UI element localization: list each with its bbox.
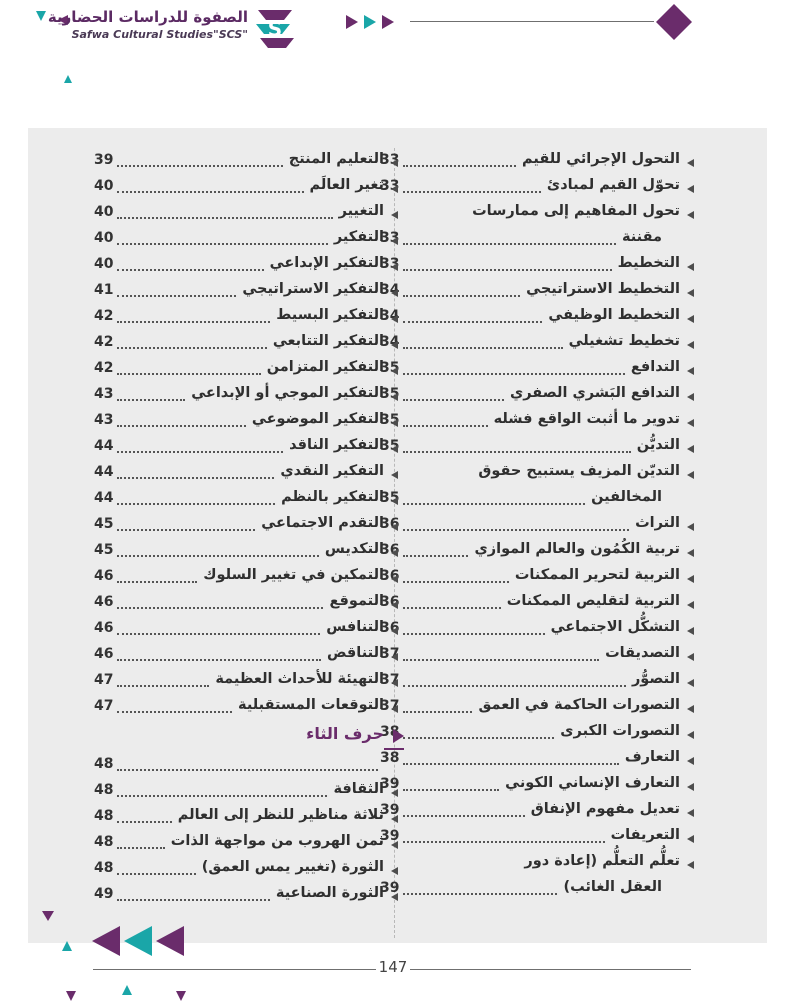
index-entry-text: المخالفين bbox=[591, 489, 662, 505]
index-entry-text: تحوّل القيم لمبادئ bbox=[546, 177, 680, 193]
index-entry-page: 45 bbox=[94, 516, 114, 532]
index-entry bbox=[94, 488, 384, 514]
leader-dots bbox=[403, 737, 554, 739]
leader-dots bbox=[403, 373, 625, 375]
index-entry bbox=[94, 754, 384, 780]
index-entry-page: 43 bbox=[94, 412, 114, 428]
leader-dots bbox=[117, 529, 255, 531]
leader-dots bbox=[117, 269, 264, 271]
index-entry-text: التراث bbox=[635, 515, 680, 531]
leader-dots bbox=[117, 425, 246, 427]
index-entry-text: التعريفات bbox=[610, 827, 680, 843]
bullet-triangle-icon bbox=[391, 653, 398, 661]
bullet-triangle-icon bbox=[391, 185, 398, 193]
footer-triangle-icon bbox=[176, 986, 186, 1005]
index-entry-page: 36 bbox=[380, 568, 400, 584]
leader-dots bbox=[117, 633, 320, 635]
index-entry-text: التكديس bbox=[324, 541, 384, 557]
leader-dots bbox=[403, 451, 631, 453]
index-entry-page: 39 bbox=[380, 828, 400, 844]
footer-triangle-icon bbox=[42, 906, 54, 925]
leader-dots bbox=[117, 165, 283, 167]
leader-dots bbox=[403, 425, 488, 427]
index-entry-text: تربية الكُمُون والعالم الموازي bbox=[474, 541, 680, 557]
org-logo bbox=[47, 6, 300, 50]
bullet-triangle-icon bbox=[687, 185, 694, 193]
index-entry bbox=[94, 384, 384, 410]
index-entry bbox=[94, 832, 384, 858]
index-entry bbox=[380, 358, 680, 384]
scs-logo-icon bbox=[250, 6, 300, 50]
leader-dots bbox=[117, 217, 333, 219]
section-heading bbox=[94, 722, 384, 754]
leader-dots bbox=[117, 795, 327, 797]
bullet-triangle-icon bbox=[391, 705, 398, 713]
bullet-triangle-icon bbox=[391, 419, 398, 427]
index-entry-text: التفكير bbox=[333, 229, 384, 245]
index-entry bbox=[380, 670, 680, 696]
leader-dots bbox=[403, 659, 599, 661]
leader-dots bbox=[117, 769, 378, 771]
index-entry-text: التنافس bbox=[326, 619, 384, 635]
index-entry-text: التفكير الموضوعي bbox=[251, 411, 384, 427]
bullet-triangle-icon bbox=[391, 867, 398, 875]
index-entry-text: ثمن الهروب من مواجهة الذات bbox=[170, 833, 384, 849]
index-entry-page: 44 bbox=[94, 464, 114, 480]
bullet-triangle-icon bbox=[687, 549, 694, 557]
leader-dots bbox=[403, 841, 605, 843]
index-entry-page: 43 bbox=[94, 386, 114, 402]
index-entry bbox=[380, 202, 680, 228]
index-entry-page: 45 bbox=[94, 542, 114, 558]
bullet-triangle-icon bbox=[687, 575, 694, 583]
index-entry-text: التفكير البسيط bbox=[276, 307, 384, 323]
footer-arrows-icon bbox=[92, 926, 188, 960]
index-entry bbox=[380, 280, 680, 306]
bullet-triangle-icon bbox=[687, 341, 694, 349]
index-entry-text: التفكير التتابعي bbox=[272, 333, 384, 349]
index-entry-page: 37 bbox=[380, 646, 400, 662]
header-arrow-icon bbox=[346, 14, 404, 33]
leader-dots bbox=[117, 555, 319, 557]
bullet-triangle-icon bbox=[687, 731, 694, 739]
index-entry-text: تعديل مفهوم الإنفاق bbox=[530, 801, 680, 817]
index-entry bbox=[94, 358, 384, 384]
leader-dots bbox=[403, 269, 612, 271]
bullet-triangle-icon bbox=[687, 653, 694, 661]
index-entry-text: التقدم الاجتماعي bbox=[261, 515, 384, 531]
section-heading-text: حرف الثاء bbox=[306, 724, 384, 743]
index-entry-text: تدوير ما أثبت الواقع فشله bbox=[493, 411, 680, 427]
header-small-triangle-icon bbox=[64, 68, 72, 87]
index-entry bbox=[94, 436, 384, 462]
leader-dots bbox=[117, 711, 232, 713]
index-entry bbox=[94, 644, 384, 670]
leader-dots bbox=[117, 373, 261, 375]
index-entry-text: التديُّن bbox=[636, 437, 680, 453]
index-entry-text: التفكير الإبداعي bbox=[269, 255, 384, 271]
index-entry-text: التفكير المتزامن bbox=[266, 359, 384, 375]
index-entry-page: 36 bbox=[380, 594, 400, 610]
index-entry-text: ثلاثة مناظير للنظر إلى العالم bbox=[177, 807, 384, 823]
index-entry bbox=[380, 150, 680, 176]
leader-dots bbox=[117, 295, 236, 297]
bullet-triangle-icon bbox=[687, 315, 694, 323]
index-entry bbox=[380, 514, 680, 540]
org-name-english: Safwa Cultural Studies"SCS" bbox=[71, 28, 248, 41]
index-entry bbox=[380, 462, 680, 488]
index-entry-text: التعارف الإنساني الكوني bbox=[505, 775, 680, 791]
index-entry-page: 47 bbox=[94, 672, 114, 688]
index-entry-page: 33 bbox=[380, 152, 400, 168]
index-entry-text: التدافع bbox=[630, 359, 680, 375]
index-entry-page: 34 bbox=[380, 334, 400, 350]
index-entry bbox=[94, 540, 384, 566]
index-entry-page: 35 bbox=[380, 438, 400, 454]
index-entry-page: 33 bbox=[380, 178, 400, 194]
leader-dots bbox=[403, 789, 499, 791]
index-column-left bbox=[94, 150, 384, 910]
index-entry bbox=[380, 722, 680, 748]
leader-dots bbox=[403, 763, 619, 765]
index-entry-page: 35 bbox=[380, 490, 400, 506]
index-entry bbox=[380, 644, 680, 670]
footer-triangle-icon bbox=[62, 936, 72, 955]
leader-dots bbox=[403, 399, 504, 401]
index-entry bbox=[94, 670, 384, 696]
leader-dots bbox=[403, 503, 585, 505]
bullet-triangle-icon bbox=[687, 601, 694, 609]
bullet-triangle-icon bbox=[391, 893, 398, 901]
index-entry-page: 46 bbox=[94, 568, 114, 584]
header-left-triangle-icon bbox=[36, 8, 46, 27]
bullet-triangle-icon bbox=[391, 549, 398, 557]
footer-triangle-icon bbox=[122, 980, 132, 999]
index-entry-text: التفكير النقدي bbox=[280, 463, 384, 479]
index-entry-page: 37 bbox=[380, 672, 400, 688]
index-entry-page: 48 bbox=[94, 834, 114, 850]
leader-dots bbox=[117, 347, 267, 349]
leader-dots bbox=[403, 165, 516, 167]
index-entry bbox=[380, 488, 680, 514]
bullet-triangle-icon bbox=[391, 289, 398, 297]
index-entry-page: 38 bbox=[380, 750, 400, 766]
index-entry bbox=[380, 254, 680, 280]
bullet-triangle-icon bbox=[391, 341, 398, 349]
index-entry-text: التناقض bbox=[327, 645, 384, 661]
index-entry bbox=[380, 618, 680, 644]
index-entry-text: التخطيط الوظيفي bbox=[548, 307, 680, 323]
bullet-triangle-icon bbox=[391, 159, 398, 167]
index-entry bbox=[94, 202, 384, 228]
index-entry-page: 42 bbox=[94, 334, 114, 350]
index-entry-page: 42 bbox=[94, 360, 114, 376]
bullet-triangle-icon bbox=[687, 211, 694, 219]
index-entry-page: 35 bbox=[380, 412, 400, 428]
index-entry-text: تخطيط تشغيلي bbox=[568, 333, 680, 349]
index-entry-page: 33 bbox=[380, 256, 400, 272]
index-entry bbox=[380, 826, 680, 852]
index-entry-text: التفكير الناقد bbox=[289, 437, 384, 453]
leader-dots bbox=[403, 711, 472, 713]
bullet-triangle-icon bbox=[687, 705, 694, 713]
bullet-triangle-icon bbox=[687, 679, 694, 687]
index-entry-page: 46 bbox=[94, 646, 114, 662]
leader-dots bbox=[117, 503, 275, 505]
index-entry bbox=[380, 306, 680, 332]
index-entry bbox=[94, 780, 384, 806]
index-entry-page: 40 bbox=[94, 256, 114, 272]
index-entry-page: 48 bbox=[94, 756, 114, 772]
leader-dots bbox=[117, 821, 172, 823]
index-entry-page: 46 bbox=[94, 620, 114, 636]
index-entry-page: 39 bbox=[380, 880, 400, 896]
index-entry-page: 48 bbox=[94, 782, 114, 798]
index-entry bbox=[94, 514, 384, 540]
index-entry-page: 40 bbox=[94, 178, 114, 194]
page-number: 147 bbox=[376, 958, 410, 976]
index-entry-page: 36 bbox=[380, 542, 400, 558]
index-entry-text: التصورات الكبرى bbox=[560, 723, 680, 739]
bullet-triangle-icon bbox=[391, 627, 398, 635]
bullet-triangle-icon bbox=[687, 861, 694, 869]
index-entry bbox=[380, 696, 680, 722]
index-entry-page: 33 bbox=[380, 230, 400, 246]
bullet-triangle-icon bbox=[391, 523, 398, 531]
index-entry bbox=[380, 800, 680, 826]
index-entry-text: التهيئة للأحداث العظيمة bbox=[215, 671, 384, 687]
index-entry-text: التشكُّل الاجتماعي bbox=[550, 619, 680, 635]
index-entry-text: الثورة الصناعية bbox=[275, 885, 384, 901]
leader-dots bbox=[117, 847, 165, 849]
index-entry bbox=[94, 806, 384, 832]
bullet-triangle-icon bbox=[391, 471, 398, 479]
org-name-arabic: الصفوة للدراسات الحضارية bbox=[47, 8, 248, 26]
index-entry-page: 42 bbox=[94, 308, 114, 324]
bullet-triangle-icon bbox=[391, 211, 398, 219]
bullet-triangle-icon bbox=[391, 445, 398, 453]
leader-dots bbox=[403, 685, 626, 687]
bullet-triangle-icon bbox=[687, 471, 694, 479]
leader-dots bbox=[117, 191, 304, 193]
index-entry bbox=[380, 176, 680, 202]
bullet-triangle-icon bbox=[391, 367, 398, 375]
header-rule bbox=[410, 21, 654, 22]
bullet-triangle-icon bbox=[687, 367, 694, 375]
index-entry-page: 44 bbox=[94, 438, 114, 454]
leader-dots bbox=[403, 607, 501, 609]
index-entry bbox=[94, 332, 384, 358]
bullet-triangle-icon bbox=[687, 159, 694, 167]
index-entry-text: التموقع bbox=[329, 593, 384, 609]
bullet-triangle-icon bbox=[687, 627, 694, 635]
leader-dots bbox=[117, 685, 209, 687]
index-entry-page: 41 bbox=[94, 282, 114, 298]
leader-dots bbox=[403, 581, 509, 583]
bullet-triangle-icon bbox=[687, 393, 694, 401]
leader-dots bbox=[403, 633, 545, 635]
index-entry-text: تعلُّم التعلُّم (إعادة دور bbox=[524, 853, 680, 869]
leader-dots bbox=[117, 477, 274, 479]
bullet-triangle-icon bbox=[391, 601, 398, 609]
index-entry-page: 49 bbox=[94, 886, 114, 902]
index-entry-text: التمكين في تغيير السلوك bbox=[203, 567, 384, 583]
bullet-triangle-icon bbox=[687, 419, 694, 427]
index-entry bbox=[94, 858, 384, 884]
leader-dots bbox=[403, 529, 629, 531]
index-entry bbox=[380, 410, 680, 436]
index-entry bbox=[380, 436, 680, 462]
bullet-triangle-icon bbox=[687, 783, 694, 791]
index-entry-page: 35 bbox=[380, 360, 400, 376]
index-entry-text: التفكير بالنظم bbox=[281, 489, 384, 505]
index-entry-text: التربية لتحرير الممكنات bbox=[514, 567, 680, 583]
bullet-triangle-icon bbox=[391, 841, 398, 849]
footer-triangle-icon bbox=[66, 986, 76, 1005]
leader-dots bbox=[117, 321, 270, 323]
index-entry bbox=[380, 774, 680, 800]
bullet-triangle-icon bbox=[391, 393, 398, 401]
index-entry-text: تغير العالَم bbox=[309, 177, 384, 193]
index-entry-page: 34 bbox=[380, 282, 400, 298]
header-diamond-icon bbox=[656, 4, 692, 44]
leader-dots bbox=[117, 243, 328, 245]
index-entry-text: التعارف bbox=[624, 749, 680, 765]
index-entry bbox=[94, 696, 384, 722]
index-entry-text: التربية لتقليص الممكنات bbox=[506, 593, 680, 609]
index-entry-text: الثقافة bbox=[333, 781, 384, 797]
index-entry-page: 36 bbox=[380, 620, 400, 636]
bullet-triangle-icon bbox=[391, 815, 398, 823]
heading-marker-icon bbox=[393, 729, 404, 743]
index-entry-text: التخطيط الاستراتيجي bbox=[526, 281, 680, 297]
bullet-triangle-icon bbox=[687, 263, 694, 271]
index-entry bbox=[380, 384, 680, 410]
index-entry bbox=[94, 280, 384, 306]
index-entry bbox=[94, 176, 384, 202]
leader-dots bbox=[403, 815, 525, 817]
index-entry bbox=[380, 540, 680, 566]
index-entry-text: العقل الغائب) bbox=[563, 879, 662, 895]
bullet-triangle-icon bbox=[391, 315, 398, 323]
index-entry-page: 47 bbox=[94, 698, 114, 714]
index-entry-text: التصديقات bbox=[605, 645, 680, 661]
bullet-triangle-icon bbox=[391, 237, 398, 245]
index-entry bbox=[94, 884, 384, 910]
index-entry bbox=[380, 566, 680, 592]
index-entry bbox=[94, 618, 384, 644]
index-entry bbox=[380, 592, 680, 618]
index-entry-page: 40 bbox=[94, 204, 114, 220]
bullet-triangle-icon bbox=[391, 497, 398, 505]
leader-dots bbox=[117, 581, 197, 583]
index-entry-text: تحول المفاهيم إلى ممارسات bbox=[472, 203, 680, 219]
index-entry bbox=[94, 228, 384, 254]
index-entry bbox=[380, 852, 680, 878]
index-entry-page: 37 bbox=[380, 698, 400, 714]
leader-dots bbox=[403, 893, 557, 895]
index-entry-page: 48 bbox=[94, 808, 114, 824]
index-entry bbox=[94, 592, 384, 618]
index-entry-text: التخطيط bbox=[617, 255, 680, 271]
index-entry bbox=[380, 878, 680, 904]
bullet-triangle-icon bbox=[391, 575, 398, 583]
index-entry bbox=[380, 228, 680, 254]
index-entry-text: التعليم المنتج bbox=[288, 151, 384, 167]
index-entry-page: 35 bbox=[380, 386, 400, 402]
index-entry-page: 38 bbox=[380, 724, 400, 740]
bullet-triangle-icon bbox=[687, 835, 694, 843]
leader-dots bbox=[403, 243, 616, 245]
index-entry-page: 34 bbox=[380, 308, 400, 324]
index-entry-text: التصوُّر bbox=[631, 671, 680, 687]
bullet-triangle-icon bbox=[687, 809, 694, 817]
index-entry-text: التصورات الحاكمة في العمق bbox=[478, 697, 680, 713]
index-entry-text: التدافع البَشري الصفري bbox=[509, 385, 680, 401]
bullet-triangle-icon bbox=[687, 445, 694, 453]
index-entry-page: 48 bbox=[94, 860, 114, 876]
bullet-triangle-icon bbox=[391, 789, 398, 797]
leader-dots bbox=[117, 399, 185, 401]
index-entry-page: 39 bbox=[94, 152, 114, 168]
leader-dots bbox=[403, 555, 468, 557]
index-entry-page: 36 bbox=[380, 516, 400, 532]
bullet-triangle-icon bbox=[687, 757, 694, 765]
bullet-triangle-icon bbox=[687, 523, 694, 531]
leader-dots bbox=[117, 451, 283, 453]
leader-dots bbox=[403, 347, 563, 349]
index-entry bbox=[94, 566, 384, 592]
index-entry bbox=[380, 332, 680, 358]
index-entry bbox=[94, 462, 384, 488]
leader-dots bbox=[117, 873, 196, 875]
leader-dots bbox=[403, 321, 542, 323]
index-entry-page: 39 bbox=[380, 776, 400, 792]
index-entry bbox=[94, 150, 384, 176]
index-entry-page: 46 bbox=[94, 594, 114, 610]
leader-dots bbox=[117, 607, 323, 609]
bullet-triangle-icon bbox=[391, 263, 398, 271]
index-entry bbox=[94, 410, 384, 436]
leader-dots bbox=[403, 295, 520, 297]
index-entry-text: التفكير الاستراتيجي bbox=[242, 281, 384, 297]
index-entry-page: 44 bbox=[94, 490, 114, 506]
index-entry-text: التفكير الموجي أو الإبداعي bbox=[191, 385, 384, 401]
index-entry bbox=[380, 748, 680, 774]
index-entry-text: التوقعات المستقبلية bbox=[238, 697, 384, 713]
svg-text:S: S bbox=[267, 17, 283, 41]
bullet-triangle-icon bbox=[687, 289, 694, 297]
index-entry-page: 40 bbox=[94, 230, 114, 246]
index-entry-text: التحول الإجرائي للقيم bbox=[522, 151, 680, 167]
index-entry-text: مقننة bbox=[621, 229, 662, 245]
index-entry-page: 39 bbox=[380, 802, 400, 818]
leader-dots bbox=[117, 899, 270, 901]
heading-underline bbox=[384, 748, 404, 750]
leader-dots bbox=[403, 191, 541, 193]
index-entry bbox=[94, 254, 384, 280]
index-column-right bbox=[380, 150, 680, 904]
index-entry-text: الثورة (تغيير يمس العمق) bbox=[201, 859, 384, 875]
index-entry bbox=[94, 306, 384, 332]
leader-dots bbox=[117, 659, 321, 661]
index-entry-text: التغيير bbox=[338, 203, 384, 219]
index-entry-text: التديّن المزيف يستبيح حقوق bbox=[478, 463, 680, 479]
bullet-triangle-icon bbox=[391, 679, 398, 687]
